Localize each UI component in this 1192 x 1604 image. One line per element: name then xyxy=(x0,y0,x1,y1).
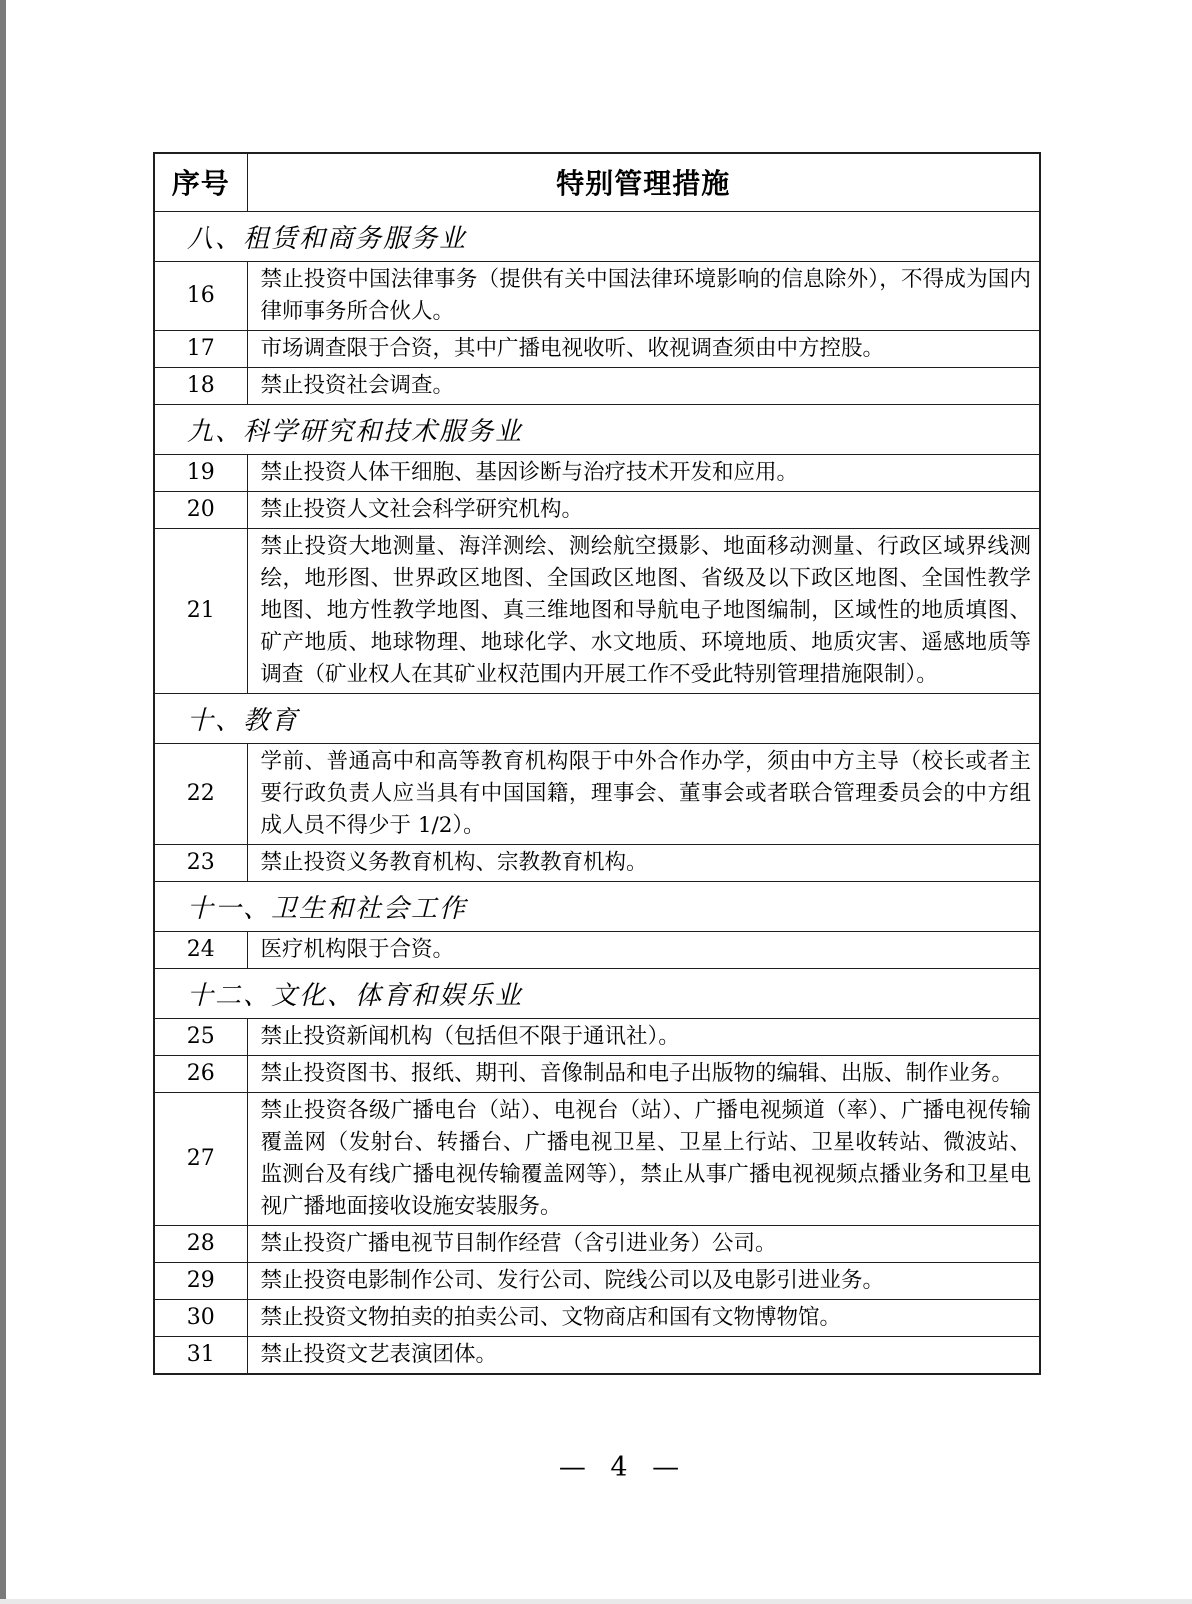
table-header-row xyxy=(154,153,1040,211)
table-row xyxy=(154,1092,1040,1225)
table-row xyxy=(154,528,1040,693)
section-row xyxy=(154,881,1040,931)
row-number: 22 xyxy=(154,743,247,844)
table-row xyxy=(154,367,1040,404)
column-header-measures: 特别管理措施 xyxy=(247,153,1040,211)
table-row xyxy=(154,491,1040,528)
scan-edge-bottom xyxy=(0,1599,1192,1604)
measure-text: 禁止投资文物拍卖的拍卖公司、文物商店和国有文物博物馆。 xyxy=(247,1299,1040,1336)
section-label: 八、租赁和商务服务业 xyxy=(154,211,1040,261)
row-number: 30 xyxy=(154,1299,247,1336)
table-row xyxy=(154,1225,1040,1262)
section-row xyxy=(154,211,1040,261)
measure-text: 禁止投资社会调查。 xyxy=(247,367,1040,404)
measure-text: 禁止投资人文社会科学研究机构。 xyxy=(247,491,1040,528)
section-row xyxy=(154,968,1040,1018)
table-row xyxy=(154,1262,1040,1299)
table-row xyxy=(154,1299,1040,1336)
table-row xyxy=(154,1018,1040,1055)
measure-text: 禁止投资各级广播电台（站）、电视台（站）、广播电视频道（率）、广播电视传输覆盖网（发射台、转播台、广播电视卫星、卫星上行站、卫星收转站、微波站、监测台及有线广播电视传输覆盖网等），禁止从事广播电视视频点播业务和卫星电视广播地面接收设施安装服务。 xyxy=(247,1092,1040,1225)
row-number: 21 xyxy=(154,528,247,693)
measure-text: 禁止投资人体干细胞、基因诊断与治疗技术开发和应用。 xyxy=(247,454,1040,491)
table-row xyxy=(154,1055,1040,1092)
row-number: 17 xyxy=(154,330,247,367)
row-number: 20 xyxy=(154,491,247,528)
measure-text: 禁止投资义务教育机构、宗教教育机构。 xyxy=(247,844,1040,881)
table-row xyxy=(154,261,1040,330)
column-header-serial-number: 序号 xyxy=(154,153,247,211)
table-row xyxy=(154,931,1040,968)
row-number: 27 xyxy=(154,1092,247,1225)
page-number: — 4 — xyxy=(558,1452,682,1483)
row-number: 19 xyxy=(154,454,247,491)
table-row xyxy=(154,1336,1040,1374)
row-number: 28 xyxy=(154,1225,247,1262)
table-body xyxy=(154,211,1040,1374)
measure-text: 禁止投资中国法律事务（提供有关中国法律环境影响的信息除外），不得成为国内律师事务所合伙人。 xyxy=(247,261,1040,330)
row-number: 24 xyxy=(154,931,247,968)
measure-text: 市场调查限于合资，其中广播电视收听、收视调查须由中方控股。 xyxy=(247,330,1040,367)
row-number: 18 xyxy=(154,367,247,404)
row-number: 23 xyxy=(154,844,247,881)
measure-text: 禁止投资电影制作公司、发行公司、院线公司以及电影引进业务。 xyxy=(247,1262,1040,1299)
measure-text: 禁止投资大地测量、海洋测绘、测绘航空摄影、地面移动测量、行政区域界线测绘，地形图、世界政区地图、全国政区地图、省级及以下政区地图、全国性教学地图、地方性教学地图、真三维地图和导航电子地图编制，区域性的地质填图、矿产地质、地球物理、地球化学、水文地质、环境地质、地质灾害、遥感地质等调查（矿业权人在其矿业权范围内开展工作不受此特别管理措施限制）。 xyxy=(247,528,1040,693)
scan-edge-left xyxy=(0,0,6,1604)
measure-text: 禁止投资广播电视节目制作经营（含引进业务）公司。 xyxy=(247,1225,1040,1262)
section-label: 十、教育 xyxy=(154,693,1040,743)
table-row xyxy=(154,330,1040,367)
measure-text: 学前、普通高中和高等教育机构限于中外合作办学，须由中方主导（校长或者主要行政负责人应当具有中国国籍，理事会、董事会或者联合管理委员会的中方组成人员不得少于 1/2）。 xyxy=(247,743,1040,844)
special-measures-table xyxy=(153,152,1041,1375)
section-row xyxy=(154,404,1040,454)
measure-text: 禁止投资新闻机构（包括但不限于通讯社）。 xyxy=(247,1018,1040,1055)
measure-text: 医疗机构限于合资。 xyxy=(247,931,1040,968)
row-number: 29 xyxy=(154,1262,247,1299)
table-row xyxy=(154,743,1040,844)
row-number: 16 xyxy=(154,261,247,330)
row-number: 25 xyxy=(154,1018,247,1055)
table-row xyxy=(154,844,1040,881)
row-number: 26 xyxy=(154,1055,247,1092)
section-label: 九、科学研究和技术服务业 xyxy=(154,404,1040,454)
section-row xyxy=(154,693,1040,743)
measure-text: 禁止投资文艺表演团体。 xyxy=(247,1336,1040,1374)
table-row xyxy=(154,454,1040,491)
section-label: 十一、卫生和社会工作 xyxy=(154,881,1040,931)
row-number: 31 xyxy=(154,1336,247,1374)
measure-text: 禁止投资图书、报纸、期刊、音像制品和电子出版物的编辑、出版、制作业务。 xyxy=(247,1055,1040,1092)
section-label: 十二、文化、体育和娱乐业 xyxy=(154,968,1040,1018)
